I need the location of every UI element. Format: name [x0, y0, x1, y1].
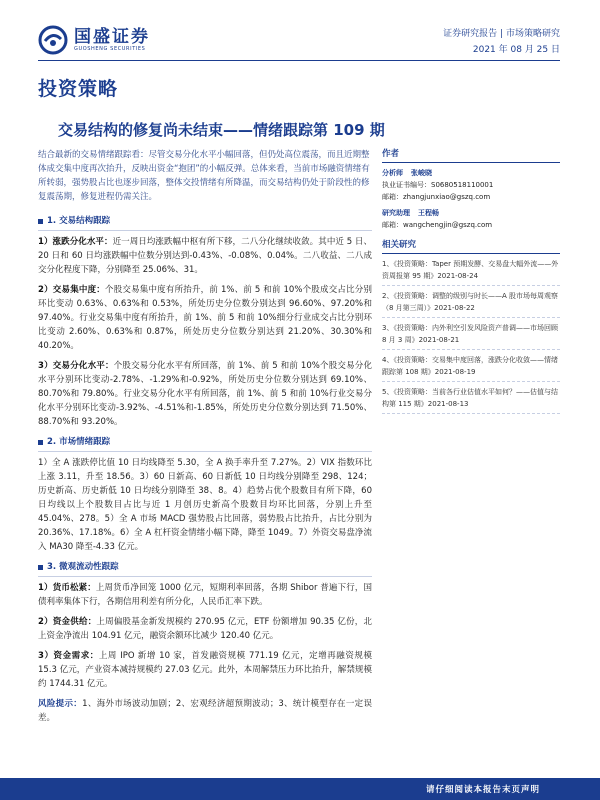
analyst-email[interactable]: 邮箱：wangchengjin@gszq.com [382, 221, 493, 229]
section-trading-structure [38, 214, 372, 429]
logo-emblem-icon [38, 25, 68, 55]
analyst-cert: 执业证书编号：S0680518110001 [382, 181, 494, 189]
section-heading: 2. 市场情绪跟踪 [38, 435, 372, 452]
risk-warning: 风险提示：1、海外市场波动加剧；2、宏观经济超预期波动；3、统计模型存在一定误差。 [38, 699, 372, 723]
section-micro-liquidity [38, 560, 372, 691]
footer-disclaimer: 请仔细阅读本报告末页声明 [425, 785, 540, 795]
page-title: 交易结构的修复尚未结束——情绪跟踪第 109 期 [58, 121, 385, 139]
paragraph: 1）货币松紧：上周货币净回笼 1000 亿元，短期利率回落，各期 Shibor 普遍下行，国债利率集体下行，各期信用利差有所分化，人民币汇率下跌。 [38, 583, 372, 607]
main-content [38, 148, 372, 731]
logo-chinese-text: 国盛证券 [74, 27, 150, 47]
bullet-square-icon [38, 219, 43, 224]
logo-english-text: GUOSHENG SECURITIES [74, 46, 146, 52]
related-report-link[interactable]: 4、《投资策略：交易集中度回落，涨跌分化收敛——情绪跟踪第 108 期》2021-08-19 [382, 354, 560, 382]
report-date: 2021 年 08 月 25 日 [472, 45, 560, 55]
section-heading: 3. 微观流动性跟踪 [38, 560, 372, 577]
bullet-square-icon [38, 440, 43, 445]
analyst-card [382, 167, 560, 203]
related-report-link[interactable]: 3、《投资策略：内外利空引发风险资产普调——市场回顾 8 月 3 周》2021-08-21 [382, 322, 560, 350]
analyst-name: 王程畅 [418, 209, 439, 217]
header-separator: | [500, 29, 504, 39]
analyst-role: 研究助理 [382, 209, 410, 217]
section-heading: 1. 交易结构跟踪 [38, 214, 372, 231]
related-report-link[interactable]: 5、《投资策略：当前各行业估值水平如何？——估值与结构第 115 期》2021-08-13 [382, 386, 560, 414]
analyst-email[interactable]: 邮箱：zhangjunxiao@gszq.com [382, 193, 491, 201]
authors-heading: 作者 [382, 148, 560, 163]
paragraph: 3）资金需求：上周 IPO 新增 10 家，首发融资规模 771.19 亿元，定增再融资规模 15.3 亿元，产业资本减持规模约 27.03 亿元。此外，本周解禁压力环比抬升，解禁规模约 1744.31 亿元。 [38, 651, 372, 689]
paragraph: 2）资金供给：上周偏股基金新发规模约 270.95 亿元，ETF 份额增加 90.35 亿份，北上资金净流出 104.91 亿元，融资余额环比减少 120.40 亿元。 [38, 617, 373, 641]
sidebar [382, 148, 560, 418]
header-divider [38, 60, 560, 61]
report-category: 市场策略研究 [505, 29, 560, 39]
section-market-sentiment [38, 435, 372, 554]
report-meta [443, 26, 560, 58]
summary-paragraph: 结合最新的交易情绪跟踪看：尽管交易分化水平小幅回落，但仍处高位震荡，而且近期整体成交集中度再次抬升，反映出资金“抱团”的小幅反弹。总体来看，当前市场融资情绪有所转弱，强势股占比也逐步回落，整体交投情绪有所降温，而交易结构仍处于阶段性的修复震荡期，修复进程仍需关注。 [38, 150, 370, 202]
analyst-role: 分析师 [382, 169, 403, 177]
bullet-square-icon [38, 565, 43, 570]
doc-type-heading: 投资策略 [38, 78, 119, 100]
paragraph: 2）交易集中度：个股交易集中度有所抬升，前 1%、前 5 和前 10%个股成交占比分别环比变动 0.63%、0.63%和 0.53%，所处历史分位数分别达到 96.60%、97.20%和 97.40%。行业交易集中度有所抬升，前 1%、前 5 和前 10%细分行业成交占比分别环比变动 2.60%、0.63%和 0.87%，所处历史分位数分别达到 21.20%、30.30%和 40.20%。 [38, 285, 372, 351]
paragraph: 1）涨跌分化水平：近一周日均涨跌幅中枢有所下移，二八分化继续收敛。其中近 5 日、20 日和 60 日均涨跌幅中位数分别达到-0.43%、-0.08%、0.04%。二八收益、二八成交分化程度下降，分别降至 25.06%、31。 [38, 237, 372, 275]
related-report-link[interactable]: 2、《投资策略：调整的级别与时长——A 股市场每周观察（8 月第三周）》2021-08-22 [382, 290, 560, 318]
analyst-name: 张峻晓 [411, 169, 432, 177]
paragraph: 3）交易分化水平：个股交易分化水平有所回落，前 1%、前 5 和前 10%个股交易分化水平分别环比变动-2.78%、-1.29%和-0.92%，所处历史分位数分别达到 69.10%、80.70%和 79.80%。行业交易分化水平有所回落，前 1%、前 5 和前 10%行业交易分化水平分别环比变动-3.92%、-4.51%和-1.85%，所处历史分位数分别达到 71.50%、88.70%和 93.20%。 [38, 361, 372, 427]
report-type: 证券研究报告 [443, 29, 498, 39]
paragraph: 1）全 A 涨跌停比值 10 日均线降至 5.30，全 A 换手率升至 7.27%。2）VIX 指数环比上涨 3.11，升至 18.56。3）60 日新高、60 日新低 10 日均线分别降至 298、124；历史新高、历史新低 10 日均线分别降至 38、8。4）趋势占优个股数目有所下降，60 日均线以上个股数目占比与近 1 月创历史新高个股数目均环比回落，分别上升至 45.04%、278。5）全 A 市场 MACD 强势股占比回落，弱势股占比抬升，占比分别为 20.36%、17.18%。6）全 A 杠杆资金情绪小幅下降，降至 1049。7）外资交易盘净流入 MA30 降至-4.33 亿元。 [38, 458, 372, 552]
company-logo [38, 22, 168, 58]
related-research-heading: 相关研究 [382, 239, 560, 254]
analyst-card [382, 207, 560, 231]
related-report-link[interactable]: 1、《投资策略：Taper 预期发酵、交易盘大幅外流——外资周报第 95 期》2021-08-24 [382, 258, 560, 286]
